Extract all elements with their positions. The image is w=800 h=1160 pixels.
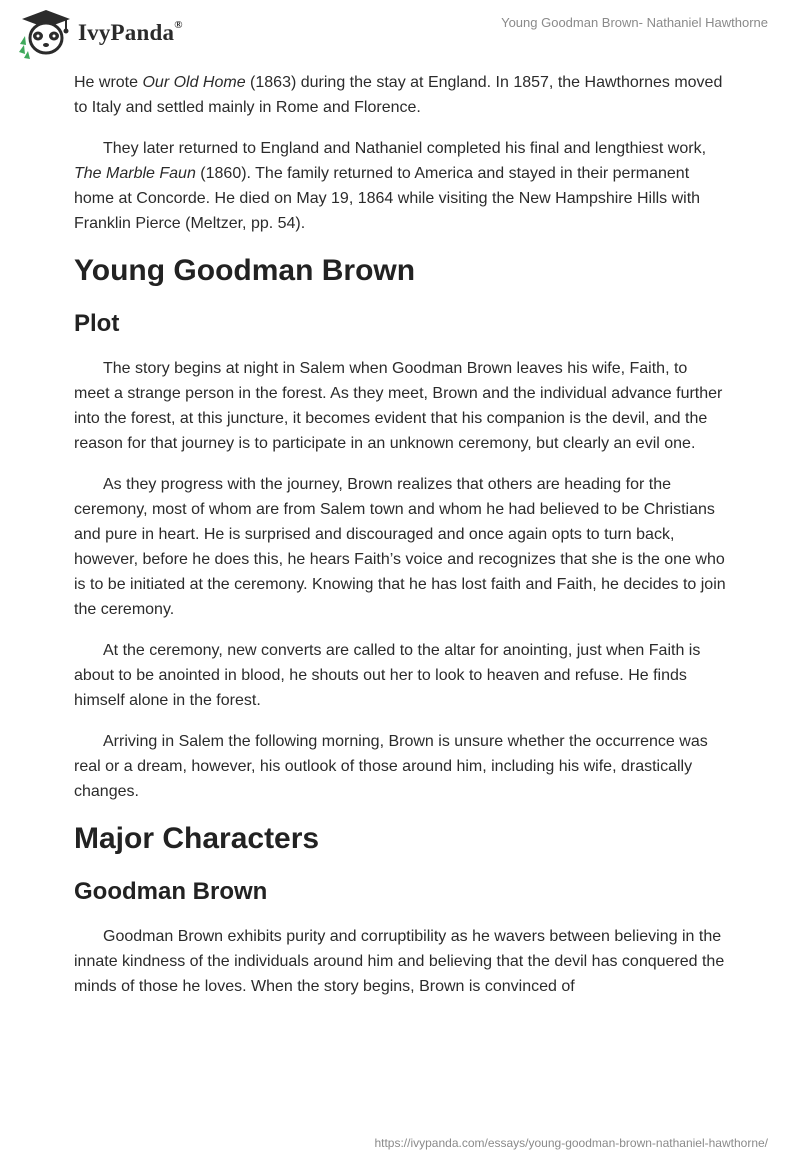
paragraph: Arriving in Salem the following morning, Brown is unsure whether the occurrence was real or a dream, however, his outlook of those around him, including his wife, drastically changes. bbox=[74, 733, 708, 800]
paragraph: At the ceremony, new converts are called to the altar for anointing, just when Faith is about to be anointed in blood, he shouts out her to look to heaven and refuse. He finds himself alone in the forest. bbox=[74, 642, 701, 709]
paragraph: They later returned to England and Nathaniel completed his final and lengthiest work, The Marble Faun (1860). The family returned to America and stayed in their permanent home at Concorde. He died on May 19, 1864 while visiting the New Hampshire Hills with Franklin Pierce (Meltzer, pp. 54). bbox=[74, 140, 707, 232]
page-header bbox=[0, 0, 800, 70]
ivypanda-logo-icon[interactable] bbox=[16, 8, 76, 60]
section-heading: Young Goodman Brown bbox=[74, 254, 416, 287]
paragraph: The story begins at night in Salem when Goodman Brown leaves his wife, Faith, to meet a strange person in the forest. As they meet, Brown and the individual advance further into the forest, at this juncture, it becomes evident that his companion is the devil, and the reason for that journey is to participate in an unknown ceremony, but clearly an evil one. bbox=[74, 360, 723, 452]
document-title: Young Goodman Brown- Nathaniel Hawthorne bbox=[501, 15, 768, 30]
paragraph: As they progress with the journey, Brown realizes that others are heading for the ceremony, most of whom are from Salem town and whom he had believed to be Christians and pure in heart. He is surprised and discouraged and once again opts to turn back, however, before he does this, he hears Faith’s voice and recognizes that she is the one who is to be initiated at the ceremony. Knowing that he has lost faith and Faith, he decides to join the ceremony. bbox=[74, 476, 726, 618]
brand-name[interactable]: IvyPanda® bbox=[78, 19, 183, 45]
section-heading: Major Characters bbox=[74, 822, 320, 855]
source-url[interactable]: https://ivypanda.com/essays/young-goodman-brown-nathaniel-hawthorne/ bbox=[374, 1136, 768, 1150]
paragraph: Goodman Brown exhibits purity and corruptibility as he wavers between believing in the innate kindness of the individuals around him and believing that the devil has conquered the minds of those he loves. When the story begins, Brown is convinced of bbox=[74, 928, 725, 995]
subsection-heading: Goodman Brown bbox=[74, 878, 268, 905]
subsection-heading: Plot bbox=[74, 310, 120, 337]
essay-content bbox=[74, 70, 726, 1015]
paragraph: He wrote Our Old Home (1863) during the stay at England. In 1857, the Hawthornes moved to Italy and settled mainly in Rome and Florence. bbox=[74, 74, 723, 116]
